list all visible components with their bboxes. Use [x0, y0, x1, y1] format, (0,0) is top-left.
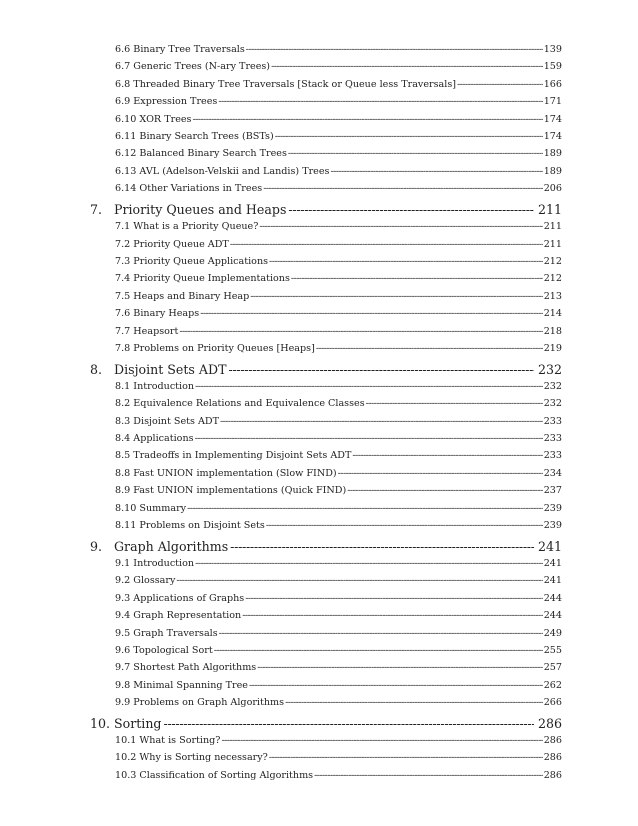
toc-page-number: 262 — [543, 679, 562, 691]
toc-page-number: 166 — [543, 78, 562, 90]
toc-entry-title: 6.7 Generic Trees (N-ary Trees) — [115, 61, 271, 73]
toc-dash-leader — [249, 679, 543, 693]
toc-entry-title: 9.5 Graph Traversals — [115, 627, 218, 639]
toc-section-entry[interactable] — [115, 644, 562, 658]
toc-page-number: 219 — [543, 342, 562, 354]
toc-section-entry[interactable] — [115, 95, 562, 109]
toc-entry-title: 7.5 Heaps and Binary Heap — [115, 290, 250, 302]
toc-dash-leader — [366, 397, 543, 411]
toc-page-number: 232 — [537, 361, 562, 377]
toc-entry-title: 8.8 Fast UNION implementation (Slow FIND) — [115, 467, 337, 479]
toc-dash-leader — [192, 113, 542, 127]
toc-section-entry[interactable] — [115, 769, 562, 783]
toc-entry-title: 6.14 Other Variations in Trees — [115, 183, 263, 195]
toc-section-entry[interactable] — [115, 609, 562, 623]
toc-section-entry[interactable] — [115, 60, 562, 74]
toc-dash-leader — [242, 609, 543, 623]
toc-entry-title: 8.1 Introduction — [115, 380, 195, 392]
toc-section-entry[interactable] — [115, 147, 562, 161]
toc-entry-title: 9.6 Topological Sort — [115, 644, 213, 656]
toc-section-entry[interactable] — [115, 342, 562, 356]
toc-section-entry[interactable] — [115, 397, 562, 411]
toc-dash-leader — [269, 255, 543, 269]
toc-section-entry[interactable] — [115, 519, 562, 533]
toc-dash-leader — [457, 78, 543, 92]
toc-page-number: 241 — [543, 557, 562, 569]
toc-page-number: 159 — [543, 61, 562, 73]
toc-dash-leader — [195, 557, 543, 571]
toc-entry-title: 9.4 Graph Representation — [115, 610, 242, 622]
toc-section-entry[interactable] — [115, 679, 562, 693]
toc-section-entry[interactable] — [115, 165, 562, 179]
toc-page-number: 239 — [543, 502, 562, 514]
toc-chapter-entry[interactable] — [90, 538, 562, 555]
toc-section-entry[interactable] — [115, 290, 562, 304]
toc-dash-leader — [271, 60, 543, 74]
toc-chapter-entry[interactable] — [90, 361, 562, 378]
toc-section-entry[interactable] — [115, 325, 562, 339]
toc-section-entry[interactable] — [115, 449, 562, 463]
toc-entry-title: 9.7 Shortest Path Algorithms — [115, 662, 257, 674]
toc-page-number: 233 — [543, 450, 562, 462]
toc-dash-leader — [291, 272, 543, 286]
toc-section-entry[interactable] — [115, 696, 562, 710]
toc-entry-title: Sorting — [114, 716, 162, 731]
toc-entry-title: 8.4 Applications — [115, 433, 194, 444]
toc-page-number: 189 — [543, 148, 562, 160]
toc-section-entry[interactable] — [115, 415, 562, 429]
toc-chapter-number: 9. — [90, 538, 103, 554]
toc-page-number: 286 — [537, 716, 562, 731]
toc-page-number: 241 — [537, 538, 562, 554]
toc-page-number: 232 — [543, 380, 562, 392]
toc-dash-leader — [338, 467, 543, 481]
toc-section-entry[interactable] — [115, 307, 562, 321]
toc-section-entry[interactable] — [115, 78, 562, 92]
toc-section-entry[interactable] — [115, 661, 562, 675]
toc-dash-leader — [176, 574, 542, 588]
toc-page-number: 232 — [543, 398, 562, 410]
toc-page-number: 233 — [543, 415, 562, 427]
toc-dash-leader — [314, 769, 543, 783]
toc-section-entry[interactable] — [115, 502, 562, 516]
toc-chapter-number: 7. — [90, 202, 103, 218]
toc-entry-title: Disjoint Sets ADT — [114, 361, 227, 377]
toc-section-entry[interactable] — [115, 255, 562, 269]
toc-dash-leader — [275, 130, 543, 144]
toc-section-entry[interactable] — [115, 432, 562, 446]
toc-section-entry[interactable] — [115, 43, 562, 57]
toc-entry-title: 6.11 Binary Search Trees (BSTs) — [115, 131, 274, 142]
toc-entry-title: 7.4 Priority Queue Implementations — [115, 273, 290, 285]
toc-entry-title: 6.8 Threaded Binary Tree Traversals [Stack or Queue less Traversals] — [115, 78, 456, 90]
toc-entry-title: 6.6 Binary Tree Traversals — [115, 44, 245, 55]
toc-section-entry[interactable] — [115, 238, 562, 252]
toc-chapter-entry[interactable] — [90, 201, 562, 218]
toc-entry-title: 7.7 Heapsort — [115, 325, 179, 337]
toc-section-entry[interactable] — [115, 220, 562, 234]
toc-dash-leader — [316, 342, 543, 356]
toc-entry-title: 8.11 Problems on Disjoint Sets — [115, 520, 265, 531]
toc-dash-leader — [164, 715, 534, 732]
toc-entry-title: 6.13 AVL (Adelson-Velskii and Landis) Trees — [115, 165, 330, 177]
toc-section-entry[interactable] — [115, 467, 562, 481]
toc-entry-title: 7.2 Priority Queue ADT — [115, 238, 229, 250]
toc-dash-leader — [220, 415, 543, 429]
toc-dash-leader — [263, 182, 543, 196]
toc-page-number: 234 — [543, 467, 562, 479]
toc-dash-leader — [195, 380, 543, 394]
toc-dash-leader — [219, 627, 543, 641]
toc-page-number: 139 — [543, 44, 562, 55]
toc-section-entry[interactable] — [115, 130, 562, 144]
toc-dash-leader — [200, 307, 542, 321]
toc-page-number: 237 — [543, 485, 562, 497]
toc-page-number: 218 — [543, 325, 562, 337]
toc-section-entry[interactable] — [115, 574, 562, 588]
toc-entry-title: 8.5 Tradeoffs in Implementing Disjoint Sets ADT — [115, 450, 352, 462]
toc-page-number: 212 — [543, 273, 562, 285]
toc-dash-leader — [259, 220, 542, 234]
toc-entry-title: 8.9 Fast UNION implementations (Quick FIND) — [115, 485, 347, 497]
toc-page-number: 214 — [543, 308, 562, 320]
toc-dash-leader — [214, 644, 543, 658]
toc-entry-title: Priority Queues and Heaps — [114, 202, 287, 218]
toc-page-number: 213 — [543, 290, 562, 302]
toc-entry-title: 6.9 Expression Trees — [115, 96, 218, 108]
toc-page-number: 206 — [543, 183, 562, 195]
toc-dash-leader — [269, 751, 543, 765]
toc-dash-leader — [187, 502, 543, 516]
toc-page-number: 212 — [543, 255, 562, 267]
toc-dash-leader — [288, 201, 534, 218]
toc-section-entry[interactable] — [115, 627, 562, 641]
toc-page-number: 239 — [543, 520, 562, 531]
toc-page-number: 189 — [543, 165, 562, 177]
toc-dash-leader — [230, 238, 543, 252]
toc-dash-leader — [257, 661, 542, 675]
toc-entry-title: 10.1 What is Sorting? — [115, 735, 221, 746]
toc-entry-title: 8.2 Equivalence Relations and Equivalence Classes — [115, 398, 365, 410]
toc-dash-leader — [288, 147, 543, 161]
toc-entry-title: 6.10 XOR Trees — [115, 113, 192, 125]
toc-page-number: 255 — [543, 644, 562, 656]
toc-dash-leader — [330, 165, 542, 179]
toc-dash-leader — [245, 592, 542, 606]
toc-dash-leader — [347, 484, 542, 498]
toc-page-number: 286 — [543, 735, 562, 746]
toc-page-number: 266 — [543, 697, 562, 709]
toc-entry-title: 6.12 Balanced Binary Search Trees — [115, 148, 287, 160]
toc-dash-leader — [195, 432, 543, 446]
toc-dash-leader — [230, 538, 534, 555]
toc-section-entry[interactable] — [115, 484, 562, 498]
toc-entry-title: 8.10 Summary — [115, 502, 187, 514]
toc-entry-title: 9.2 Glossary — [115, 575, 176, 587]
toc-page-number: 211 — [543, 221, 562, 233]
toc-dash-leader — [352, 449, 542, 463]
toc-page-number: 257 — [543, 662, 562, 674]
toc-page-number: 171 — [543, 96, 562, 108]
toc-entry-title: 7.6 Binary Heaps — [115, 308, 200, 320]
toc-dash-leader — [179, 325, 542, 339]
toc-dash-leader — [228, 361, 533, 378]
toc-page-number: 286 — [543, 752, 562, 764]
toc-section-entry[interactable] — [115, 272, 562, 286]
toc-dash-leader — [246, 43, 543, 57]
toc-section-entry[interactable] — [115, 557, 562, 571]
toc-page-number: 249 — [543, 627, 562, 639]
toc-entry-title: 9.9 Problems on Graph Algorithms — [115, 697, 285, 709]
toc-entry-title: Graph Algorithms — [114, 538, 229, 554]
toc-dash-leader — [285, 696, 543, 710]
toc-section-entry[interactable] — [115, 113, 562, 127]
toc-page-number: 174 — [543, 113, 562, 125]
toc-dash-leader — [266, 519, 543, 533]
toc-dash-leader — [250, 290, 542, 304]
toc-entry-title: 7.8 Problems on Priority Queues [Heaps] — [115, 342, 315, 354]
toc-chapter-number: 10. — [90, 716, 111, 731]
toc-entry-title: 7.1 What is a Priority Queue? — [115, 221, 259, 233]
toc-page-number: 244 — [543, 610, 562, 622]
toc-page-number: 241 — [543, 575, 562, 587]
toc-section-entry[interactable] — [115, 734, 562, 748]
toc-entry-title: 10.3 Classification of Sorting Algorithms — [115, 769, 314, 781]
toc-page-number: 233 — [543, 433, 562, 444]
toc-chapter-entry[interactable] — [90, 715, 562, 732]
toc-section-entry[interactable] — [115, 751, 562, 765]
toc-entry-title: 9.1 Introduction — [115, 557, 195, 569]
toc-chapter-number: 8. — [90, 361, 103, 377]
toc-section-entry[interactable] — [115, 380, 562, 394]
toc-page-number: 244 — [543, 592, 562, 604]
toc-entry-title: 8.3 Disjoint Sets ADT — [115, 415, 219, 427]
toc-entry-title: 7.3 Priority Queue Applications — [115, 255, 269, 267]
toc-section-entry[interactable] — [115, 592, 562, 606]
toc-page-number: 211 — [537, 202, 562, 218]
toc-page-number: 211 — [543, 238, 562, 250]
toc-page-number: 286 — [543, 769, 562, 781]
toc-dash-leader — [218, 95, 542, 109]
toc-page-number: 174 — [543, 131, 562, 142]
toc-entry-title: 9.3 Applications of Graphs — [115, 592, 245, 604]
toc-dash-leader — [221, 734, 542, 748]
toc-entry-title: 10.2 Why is Sorting necessary? — [115, 752, 268, 764]
toc-entry-title: 9.8 Minimal Spanning Tree — [115, 679, 248, 691]
toc-section-entry[interactable] — [115, 182, 562, 196]
